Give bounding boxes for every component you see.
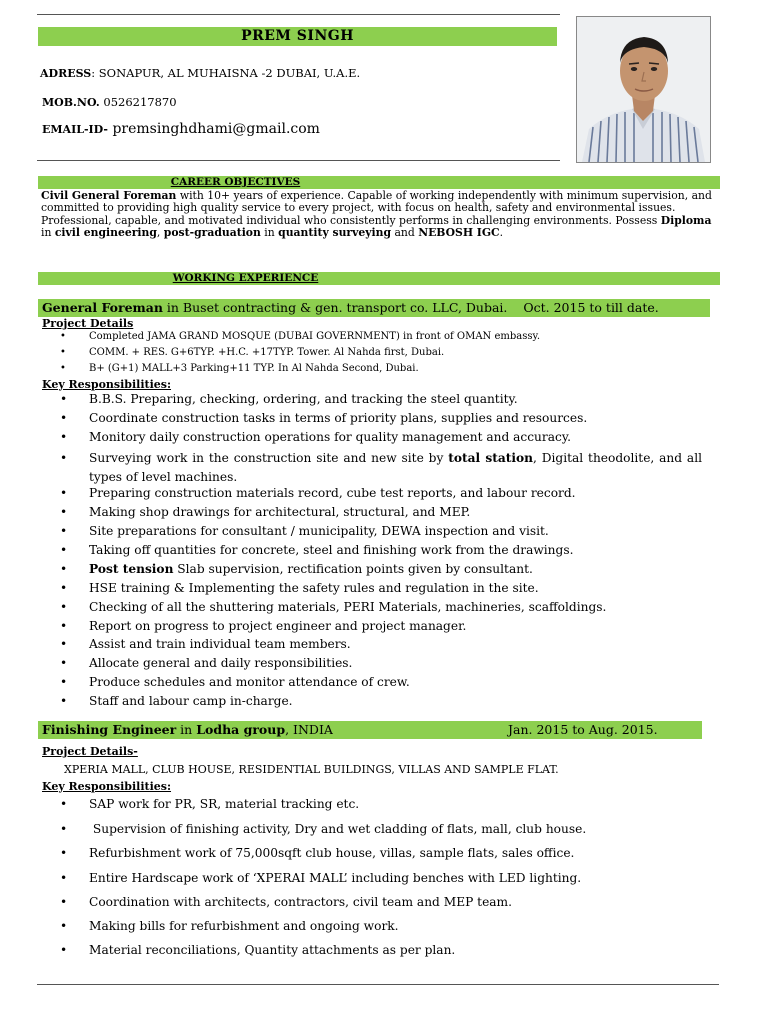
job1-resp-text: Site preparations for consultant / municipality, DEWA inspection and visit.: [89, 524, 549, 538]
obj-text-1: with 10+ years of experience. Capable of working independently with minimum supervision, and committed to providing high quality service to every project, with focus on health, safety and environmental issues. Professional, capable, and motivated individual who consistently performs in challenging environments. Possess: [41, 189, 712, 227]
obj-role: Civil General Foreman: [41, 189, 177, 202]
job2-resp-item: [60, 797, 702, 811]
header-rule: [37, 160, 560, 161]
job1-resp-item: [60, 675, 702, 689]
obj-nebosh: NEBOSH IGC: [418, 226, 500, 240]
candidate-name: PREM SINGH: [241, 28, 354, 44]
bullet-icon: •: [60, 919, 68, 933]
post-tension: Post tension: [89, 562, 174, 576]
job2-resp-item: [60, 871, 702, 885]
career-objectives-banner: [38, 176, 720, 189]
job1-resp-text: Monitory daily construction operations for quality management and accuracy.: [89, 430, 571, 444]
job1-project-item: [60, 363, 419, 374]
job1-resp-item: [60, 694, 702, 708]
address-value: : SONAPUR, AL MUHAISNA -2 DUBAI, U.A.E.: [91, 66, 361, 80]
job1-resp-text: B.B.S. Preparing, checking, ordering, and tracking the steel quantity.: [89, 392, 518, 406]
job1-resp-label: Key Responsibilities:: [42, 378, 172, 391]
bullet-icon: •: [60, 637, 68, 651]
working-experience-banner: [38, 272, 720, 285]
job2-project-label: Project Details-: [42, 745, 138, 758]
job2-resp-text: Coordination with architects, contractors, civil team and MEP team.: [89, 895, 512, 909]
job1-resp-text: Assist and train individual team members.: [89, 637, 351, 651]
top-rule: [37, 14, 560, 15]
job2-heading: [38, 721, 702, 739]
profile-photo: [576, 16, 711, 163]
bullet-icon: •: [60, 656, 68, 670]
job2-in: in: [176, 722, 197, 737]
bullet-icon: •: [60, 505, 68, 519]
mobile-value: 0526217870: [99, 95, 177, 109]
obj-qs: quantity surveying: [278, 226, 392, 240]
job2-resp-text: SAP work for PR, SR, material tracking etc.: [89, 797, 360, 811]
mobile-line: [42, 95, 177, 109]
bullet-icon: •: [60, 363, 66, 374]
job1-resp-text: Checking of all the shuttering materials, PERI Materials, machineries, scaffoldings.: [89, 600, 607, 614]
working-experience-title: WORKING EXPERIENCE: [172, 272, 319, 284]
job2-resp-text: Supervision of finishing activity, Dry and wet cladding of flats, mall, club house.: [89, 822, 587, 836]
job1-resp-item: [60, 524, 702, 538]
bullet-icon: •: [60, 822, 68, 836]
job1-resp-item: [60, 600, 702, 614]
job2-resp-text: Making bills for refurbishment and ongoing work.: [89, 919, 399, 933]
bullet-icon: •: [60, 347, 66, 358]
bullet-icon: •: [60, 943, 68, 957]
bullet-icon: •: [60, 524, 68, 538]
job1-resp-item: [60, 619, 702, 633]
obj-postgrad: post-graduation: [163, 226, 261, 240]
job2-project-text: XPERIA MALL, CLUB HOUSE, RESIDENTIAL BUILDINGS, VILLAS AND SAMPLE FLAT.: [64, 763, 559, 776]
job1-project-item: [60, 347, 444, 358]
bullet-icon: •: [60, 797, 68, 811]
job1-resp-text: Allocate general and daily responsibilities.: [89, 656, 353, 670]
job1-resp-item: [60, 637, 702, 651]
job2-country: , INDIA: [285, 722, 333, 737]
job1-resp-item: [60, 562, 702, 576]
bullet-icon: •: [60, 451, 68, 465]
job1-resp-item: [60, 430, 702, 444]
job1-resp-item: [60, 505, 702, 519]
post-tension-text: Slab supervision, rectification points given by consultant.: [173, 562, 533, 576]
job1-resp-text: Making shop drawings for architectural, structural, and MEP.: [89, 505, 471, 519]
email-line: [42, 121, 320, 137]
job1-resp-item: [60, 543, 702, 557]
bullet-icon: •: [60, 871, 68, 885]
job1-resp-text: Taking off quantities for concrete, steel and finishing work from the drawings.: [89, 543, 574, 557]
footer-rule: [37, 984, 719, 985]
job1-resp-text: Staff and labour camp in-charge.: [89, 694, 293, 708]
job1-project-text: Completed JAMA GRAND MOSQUE (DUBAI GOVERNMENT) in front of OMAN embassy.: [89, 331, 541, 342]
survey-text-c: , Digital theodolite, and all types of level machines.: [89, 451, 702, 484]
obj-text-2: in: [41, 226, 55, 240]
job1-heading: [38, 299, 710, 317]
obj-diploma: Diploma: [660, 213, 712, 227]
job2-resp-item: [60, 943, 702, 957]
bullet-icon: •: [60, 619, 68, 633]
name-banner: [38, 27, 557, 46]
email-value[interactable]: premsinghdhami@gmail.com: [108, 121, 320, 137]
job2-resp-text: Refurbishment work of 75,000sqft club house, villas, sample flats, sales office.: [89, 846, 575, 860]
job1-resp-text: Coordinate construction tasks in terms of priority plans, supplies and resources.: [89, 411, 588, 425]
bullet-icon: •: [60, 562, 68, 576]
job1-project-text: COMM. + RES. G+6TYP. +H.C. +17TYP. Tower. Al Nahda first, Dubai.: [89, 347, 445, 358]
bullet-icon: •: [60, 694, 68, 708]
bullet-icon: •: [60, 895, 68, 909]
job1-resp-text: Produce schedules and monitor attendance of crew.: [89, 675, 410, 689]
job1-project-text: B+ (G+1) MALL+3 Parking+11 TYP. In Al Nahda Second, Dubai.: [89, 363, 419, 374]
bullet-icon: •: [60, 581, 68, 595]
job2-resp-item: [60, 919, 702, 933]
job2-role: Finishing Engineer: [42, 722, 177, 737]
job1-project-label: Project Details: [42, 317, 134, 330]
obj-text-6: .: [499, 226, 504, 240]
survey-total-station: total station: [448, 451, 534, 465]
job2-resp-item: [60, 895, 702, 909]
bullet-icon: •: [60, 392, 68, 406]
job2-resp-text: Entire Hardscape work of ‘XPERAI MALL’ including benches with LED lighting.: [89, 871, 582, 885]
bullet-icon: •: [60, 486, 68, 500]
bullet-icon: •: [60, 543, 68, 557]
obj-text-3: ,: [156, 226, 164, 240]
obj-text-5: and: [391, 226, 419, 240]
job1-resp-item: [60, 449, 702, 486]
job2-resp-label: Key Responsibilities:: [42, 780, 172, 793]
portrait-image: [577, 17, 710, 162]
bullet-icon: •: [60, 675, 68, 689]
bullet-icon: •: [60, 600, 68, 614]
mobile-label: MOB.NO.: [42, 96, 100, 109]
job2-dates: Jan. 2015 to Aug. 2015.: [508, 722, 658, 737]
address-label: ADRESS: [40, 67, 92, 80]
job1-resp-item: [60, 486, 702, 500]
job1-dates: Oct. 2015 to till date.: [523, 300, 659, 315]
job1-resp-item: [60, 581, 702, 595]
job2-resp-text: Material reconciliations, Quantity attachments as per plan.: [89, 943, 456, 957]
bullet-icon: •: [60, 411, 68, 425]
survey-text-a: Surveying work in the construction site and new site by: [89, 451, 449, 465]
job1-resp-text: [89, 449, 702, 486]
career-objective-text: [41, 190, 717, 240]
job1-resp-text: Preparing construction materials record, cube test reports, and labour record.: [89, 486, 576, 500]
bullet-icon: •: [60, 846, 68, 860]
job1-banner: [38, 299, 710, 317]
job1-resp-item: [60, 392, 702, 406]
obj-text-4: in: [260, 226, 279, 240]
job1-resp-item: [60, 411, 702, 425]
bullet-icon: •: [60, 430, 68, 444]
career-objectives-title: CAREER OBJECTIVES: [170, 176, 301, 188]
job1-company: in Buset contracting & gen. transport co. LLC, Dubai.: [162, 300, 508, 315]
job1-project-item: [60, 331, 540, 342]
job1-role: General Foreman: [42, 300, 163, 315]
job2-banner: [38, 721, 702, 739]
job1-resp-text: HSE training & Implementing the safety rules and regulation in the site.: [89, 581, 539, 595]
address-line: [40, 66, 360, 80]
job2-resp-item: [60, 846, 702, 860]
email-label: EMAIL-ID-: [42, 123, 108, 136]
bullet-icon: •: [60, 331, 66, 342]
job1-resp-item: [60, 656, 702, 670]
obj-civil: civil engineering: [54, 226, 157, 240]
job2-company: Lodha group: [196, 722, 286, 737]
job1-resp-text: Report on progress to project engineer and project manager.: [89, 619, 467, 633]
job2-resp-item: [60, 822, 702, 836]
